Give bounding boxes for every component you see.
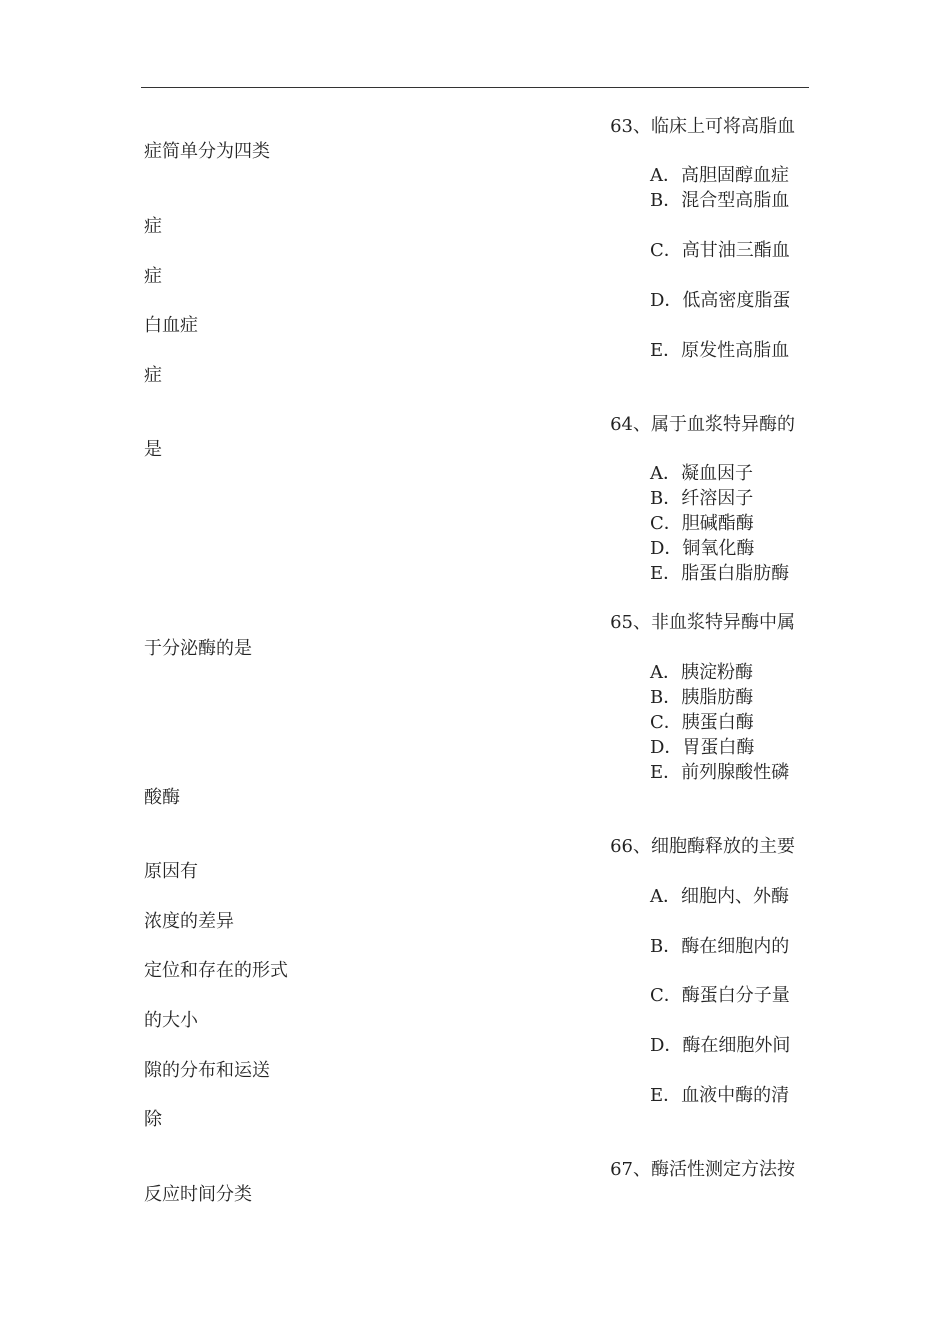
left-text-2: 症 — [144, 216, 162, 237]
question-67-title: 67、酶活性测定方法按 — [610, 1159, 795, 1180]
left-text-1: 症简单分为四类 — [144, 141, 270, 162]
question-66-option-a: A．细胞内、外酶 — [650, 886, 789, 907]
header-rule — [141, 87, 809, 88]
question-63-option-b: B．混合型高脂血 — [650, 190, 790, 211]
left-text-12: 的大小 — [144, 1010, 198, 1031]
left-text-3: 症 — [144, 266, 162, 287]
question-66-option-c: C．酶蛋白分子量 — [650, 985, 790, 1006]
question-66-option-e: E．血液中酶的清 — [650, 1085, 790, 1106]
left-text-10: 浓度的差异 — [144, 911, 234, 932]
question-65-option-c: C．胰蛋白酶 — [650, 712, 754, 733]
question-65-option-a: A．胰淀粉酶 — [650, 662, 753, 683]
left-text-15: 反应时间分类 — [144, 1184, 252, 1205]
question-63-option-c: C．高甘油三酯血 — [650, 240, 790, 261]
question-64-title: 64、属于血浆特异酶的 — [610, 414, 795, 435]
question-65-option-e: E．前列腺酸性磷 — [650, 762, 790, 783]
question-66-title: 66、细胞酶释放的主要 — [610, 836, 795, 857]
left-text-9: 原因有 — [144, 861, 198, 882]
question-64-option-b: B．纤溶因子 — [650, 488, 754, 509]
left-text-6: 是 — [144, 439, 162, 460]
question-64-option-e: E．脂蛋白脂肪酶 — [650, 563, 790, 584]
question-65-title: 65、非血浆特异酶中属 — [610, 612, 795, 633]
left-text-5: 症 — [144, 365, 162, 386]
left-text-4: 白血症 — [144, 315, 198, 336]
left-text-13: 隙的分布和运送 — [144, 1060, 270, 1081]
question-66-option-b: B．酶在细胞内的 — [650, 936, 790, 957]
question-65-option-d: D．胃蛋白酶 — [650, 737, 755, 758]
question-64-option-a: A．凝血因子 — [650, 463, 753, 484]
question-63-option-e: E．原发性高脂血 — [650, 340, 790, 361]
question-66-option-d: D．酶在细胞外间 — [650, 1035, 791, 1056]
question-65-option-b: B．胰脂肪酶 — [650, 687, 754, 708]
question-64-option-c: C．胆碱酯酶 — [650, 513, 754, 534]
question-63-option-a: A．高胆固醇血症 — [650, 165, 789, 186]
left-text-11: 定位和存在的形式 — [144, 960, 288, 981]
question-64-option-d: D．铜氧化酶 — [650, 538, 755, 559]
left-text-8: 酸酶 — [144, 787, 180, 808]
question-63-title: 63、临床上可将高脂血 — [610, 116, 795, 137]
left-text-7: 于分泌酶的是 — [144, 638, 252, 659]
question-63-option-d: D．低高密度脂蛋 — [650, 290, 791, 311]
left-text-14: 除 — [144, 1109, 162, 1130]
